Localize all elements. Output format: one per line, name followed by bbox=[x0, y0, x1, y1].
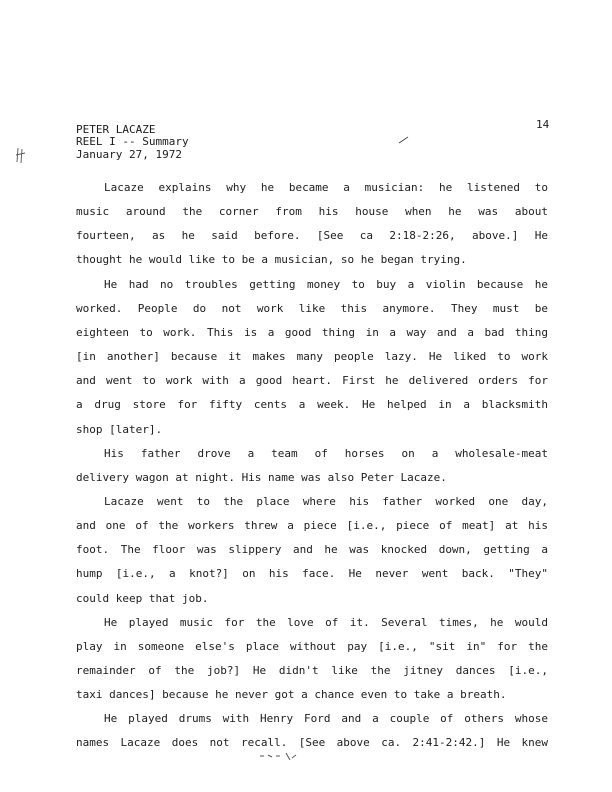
body-line: a drug store for fifty cents a week. He helped in a blacksmith bbox=[76, 398, 548, 411]
body-line: and went to work with a good heart. First he delivered orders for bbox=[76, 374, 548, 387]
body-line: eighteen to work. This is a good thing in a way and a bad thing bbox=[76, 326, 548, 339]
body-line: He played music for the love of it. Several times, he would bbox=[104, 616, 548, 629]
body-line: and one of the workers threw a piece [i.e., piece of meat] at his bbox=[76, 519, 548, 532]
body-line: He played drums with Henry Ford and a couple of others whose bbox=[104, 712, 548, 725]
body-line: His father drove a team of horses on a wholesale-meat bbox=[104, 447, 548, 460]
body-line: music around the corner from his house when he was about bbox=[76, 205, 548, 218]
page-number: 14 bbox=[536, 118, 550, 131]
body-line: hump [i.e., a knot?] on his face. He never went back. "They" bbox=[76, 567, 548, 580]
body-line: Lacaze explains why he became a musician: he listened to bbox=[104, 181, 548, 194]
body-line: Lacaze went to the place where his father worked one day, bbox=[104, 495, 548, 508]
body-line: names Lacaze does not recall. [See above ca. 2:41-2:42.] He knew bbox=[76, 736, 548, 749]
body-line: play in someone else's place without pay [i.e., "sit in" for the bbox=[76, 640, 548, 653]
body-line: worked. People do not work like this anymore. They must be bbox=[76, 302, 548, 315]
header-reel: REEL I -- Summary bbox=[76, 135, 189, 148]
body-line: foot. The floor was slippery and he was knocked down, getting a bbox=[76, 543, 548, 556]
stray-tick-mark bbox=[398, 135, 410, 145]
body-line: fourteen, as he said before. [See ca 2:18-2:26, above.] He bbox=[76, 229, 548, 242]
body-line: thought he would like to be a musician, so he began trying. bbox=[76, 253, 467, 266]
body-line: shop [later]. bbox=[76, 423, 163, 436]
scan-smudge-mark bbox=[258, 750, 304, 762]
header-name: PETER LACAZE bbox=[76, 123, 156, 136]
body-line: delivery wagon at night. His name was also Peter Lacaze. bbox=[76, 471, 447, 484]
margin-pen-mark bbox=[14, 146, 28, 166]
body-line: taxi dances] because he never got a chance even to take a breath. bbox=[76, 688, 507, 701]
body-line: He had no troubles getting money to buy a violin because he bbox=[104, 278, 548, 291]
body-line: could keep that job. bbox=[76, 592, 209, 605]
header-date: January 27, 1972 bbox=[76, 148, 182, 161]
body-line: [in another] because it makes many people lazy. He liked to work bbox=[76, 350, 548, 363]
body-line: remainder of the job?] He didn't like the jitney dances [i.e., bbox=[76, 664, 548, 677]
